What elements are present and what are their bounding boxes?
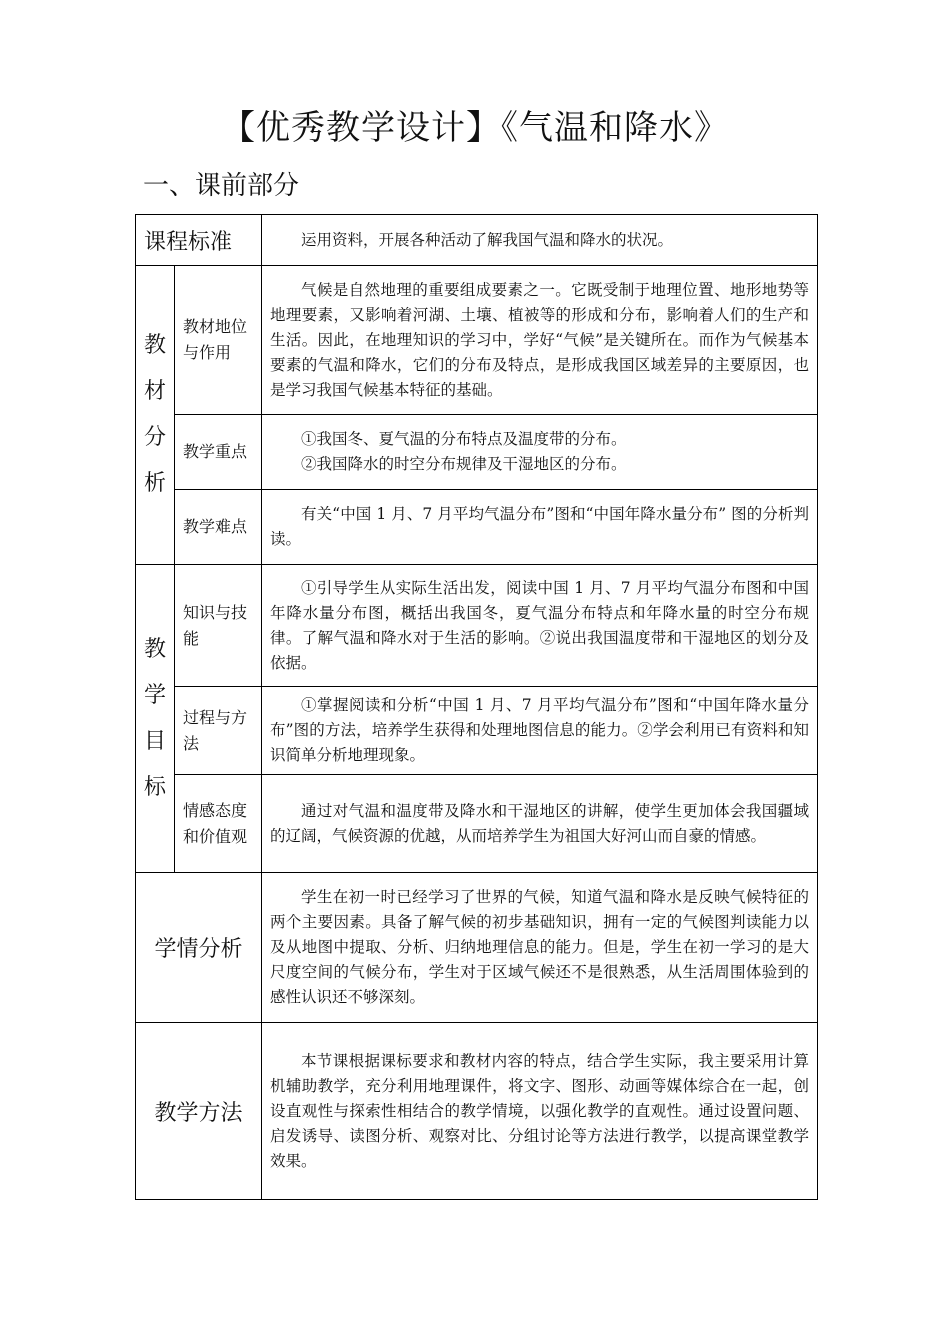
textbook-row-key-points [136,415,818,490]
textbook-row-difficulties [136,490,818,565]
objectives-row-knowledge [136,565,818,687]
process-methods-content [262,687,818,775]
textbook-position-text: 气候是自然地理的重要组成要素之一。它既受制于地理位置、地形地势等地理要素，又影响着河湖、土壤、植被等的形成和分布，影响着人们的生产和生活。因此，在地理知识的学习中，学好“气候”是关键所在。而作为气候基本要素的气温和降水，它们的分布及特点，是形成我国区域差异的主要原因，也是学习我国气候基本特征的基础。 [270,280,810,399]
process-methods-label: 过程与方法 [175,687,262,775]
page-title: 【优秀教学设计】《气温和降水》 [221,108,729,148]
key-point-1: ①我国冬、夏气温的分布特点及温度带的分布。 [301,430,627,448]
objectives-label-text: 教学目标 [144,636,167,800]
textbook-analysis-label [136,266,175,565]
learner-analysis-content [262,873,818,1023]
key-point-2: ②我国降水的时空分布规律及干湿地区的分布。 [301,455,627,473]
objectives-label [136,565,175,873]
knowledge-skills-label: 知识与技能 [175,565,262,687]
teaching-method-label: 教学方法 [136,1023,262,1200]
curriculum-row [136,215,818,266]
textbook-analysis-label-text: 教材分析 [144,333,167,496]
teaching-method-content [262,1023,818,1200]
key-points-content [262,415,818,490]
curriculum-content [262,215,818,266]
knowledge-skills-content [262,565,818,687]
textbook-position-content [262,266,818,415]
lesson-design-table [135,214,818,1200]
learner-analysis-label: 学情分析 [136,873,262,1023]
difficulties-text: 有关“中国 1 月、7 月平均气温分布”图和“中国年降水量分布” 图的分析判读。 [270,505,810,548]
objectives-row-values [136,775,818,873]
difficulties-content [262,490,818,565]
section-heading: 一、课前部分 [143,171,300,201]
difficulties-label: 教学难点 [175,490,262,565]
process-methods-text: ①掌握阅读和分析“中国 1 月、7 月平均气温分布”图和“中国年降水量分布”图的方法，培养学生获得和处理地图信息的能力。②学会利用已有资料和知识简单分析地理现象。 [270,696,810,764]
key-points-label: 教学重点 [175,415,262,490]
objectives-row-process [136,687,818,775]
attitudes-values-text: 通过对气温和温度带及降水和干湿地区的讲解，使学生更加体会我国疆域的辽阔，气候资源的优越，从而培养学生为祖国大好河山而自豪的情感。 [270,801,810,845]
teaching-method-text: 本节课根据课标要求和教材内容的特点，结合学生实际，我主要采用计算机辅助教学，充分利用地理课件，将文字、图形、动画等媒体综合在一起，创设直观性与探索性相结合的教学情境，以强化教学的直观性。通过设置问题、启发诱导、读图分析、观察对比、分组讨论等方法进行教学，以提高课堂教学效果。 [270,1051,810,1170]
knowledge-skills-text: ①引导学生从实际生活出发，阅读中国 1 月、7 月平均气温分布图和中国年降水量分布图，概括出我国冬，夏气温分布特点和年降水量的时空分布规律。了解气温和降水对于生活的影响。②说出我国温度带和干湿地区的划分及依据。 [270,578,810,672]
curriculum-label: 课程标准 [136,215,262,266]
curriculum-text: 运用资料，开展各种活动了解我国气温和降水的状况。 [301,230,674,249]
teaching-method-row [136,1023,818,1200]
learner-analysis-row [136,873,818,1023]
textbook-position-label: 教材地位与作用 [175,266,262,415]
attitudes-values-content [262,775,818,873]
learner-analysis-text: 学生在初一时已经学习了世界的气候，知道气温和降水是反映气候特征的两个主要因素。具备了解气候的初步基础知识，拥有一定的气候图判读能力以及从地图中提取、分析、归纳地理信息的能力。但是，学生在初一学习的是大尺度空间的气候分布，学生对于区域气候还不是很熟悉，从生活周围体验到的感性认识还不够深刻。 [270,888,810,1006]
attitudes-values-label: 情感态度和价值观 [175,775,262,873]
textbook-row-position [136,266,818,415]
